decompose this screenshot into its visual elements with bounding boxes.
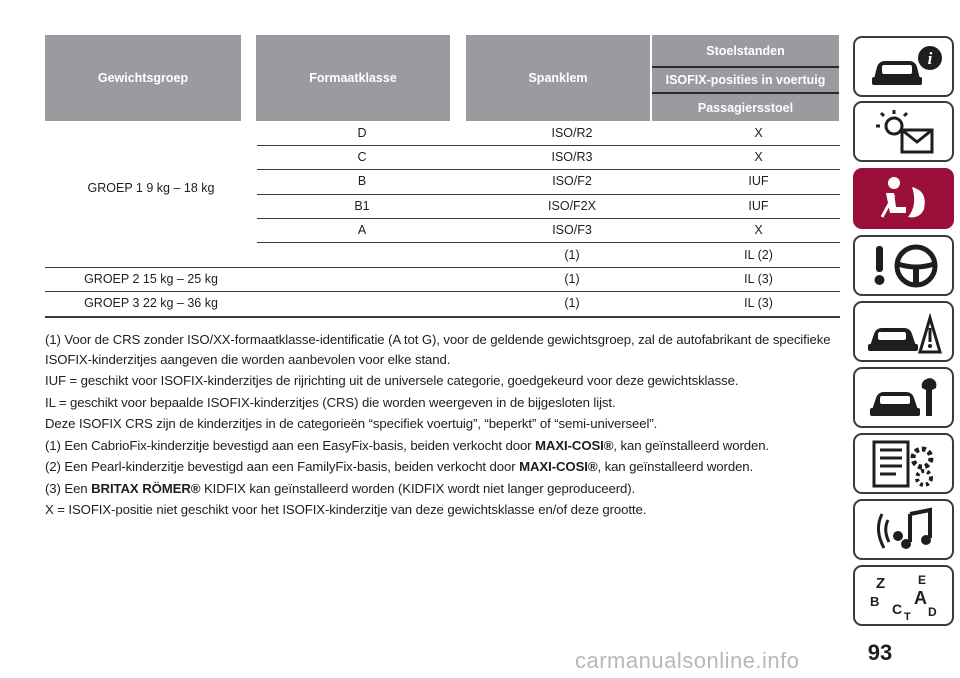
size-class-cell — [257, 243, 467, 267]
bracket-cell: ISO/R2 — [551, 126, 593, 140]
bracket-cell: ISO/R3 — [551, 150, 593, 164]
tab-starting-driving[interactable] — [853, 235, 954, 296]
note-kidfix: (3) Een BRITAX RÖMER® KIDFIX kan geïnstalleerd worden (KIDFIX wordt niet langer geproduceerd). — [45, 480, 636, 496]
bracket-cell: (1) — [564, 248, 580, 262]
size-class-cell: C — [357, 150, 367, 164]
page-number: 93 — [867, 640, 893, 665]
dashboard-warning-icon — [864, 106, 944, 158]
maintenance-icon — [864, 372, 944, 424]
group-1-label: GROEP 1 9 kg – 18 kg — [87, 181, 215, 195]
note-crs-categories: Deze ISOFIX CRS zijn de kinderzitjes in de categorieën “specifiek voertuig”, “beperkt” of “semi-universeel”. — [45, 416, 658, 431]
bracket-cell: (1) — [564, 296, 580, 310]
note-cabriofix: (1) Een CabrioFix-kinderzitje bevestigd aan een EasyFix-basis, beiden verkocht door MAXI-COSI®, kan geïnstalleerd worden. — [45, 437, 770, 453]
tab-safety[interactable] — [853, 168, 954, 229]
tab-technical-data[interactable] — [853, 433, 954, 494]
header-size-class: Formaatklasse — [256, 35, 450, 121]
seat-safety-icon — [864, 173, 944, 225]
tab-multimedia[interactable] — [853, 499, 954, 560]
size-class-cell: B1 — [354, 199, 370, 213]
tab-car-info[interactable] — [853, 36, 954, 97]
car-info-icon — [864, 41, 944, 93]
note-x: X = ISOFIX-positie niet geschikt voor het ISOFIX-kinderzitje van deze gewichtsklasse en/of deze grootte. — [45, 502, 647, 517]
value-cell: X — [754, 126, 763, 140]
table-row — [45, 267, 840, 291]
index-letter: Z — [875, 574, 885, 592]
brand-britax-romer: BRITAX RÖMER® — [91, 480, 201, 496]
size-class-cell — [257, 267, 467, 291]
index-icon — [864, 570, 944, 622]
header-rule-1 — [652, 66, 839, 68]
steering-wheel-icon — [864, 240, 944, 292]
multimedia-icon — [864, 504, 944, 556]
brand-maxi-cosi: MAXI-COSI® — [519, 459, 598, 474]
index-letter: C — [891, 600, 902, 617]
table-row — [45, 218, 840, 242]
note-iuf: IUF = geschikt voor ISOFIX-kinderzitjes de rijrichting uit de universele categorie, goedgekeurd voor deze gewichtsklasse. — [45, 373, 739, 388]
group-cell: GROEP 2 15 kg – 25 kg — [84, 272, 218, 286]
header-seating-positions: Stoelstanden — [652, 35, 839, 66]
tab-emergency[interactable] — [853, 301, 954, 362]
value-cell: IUF — [748, 174, 769, 188]
technical-data-icon — [864, 438, 944, 490]
bracket-cell: ISO/F2X — [548, 199, 596, 213]
header-rule-2 — [652, 92, 839, 94]
value-cell: X — [754, 223, 763, 237]
tab-dashboard-warnings[interactable] — [853, 101, 954, 162]
table-row — [45, 145, 840, 169]
note-pearl: (2) Een Pearl-kinderzitje bevestigd aan een FamilyFix-basis, beiden verkocht door MAXI-COSI®, kan geïnstalleerd worden. — [45, 459, 754, 474]
size-class-cell: B — [357, 174, 367, 188]
table-row — [45, 121, 840, 145]
value-cell: IL (3) — [744, 296, 773, 310]
header-isofix-positions: ISOFIX-posities in voertuig — [652, 68, 839, 92]
emergency-icon — [864, 306, 944, 358]
table-row — [45, 291, 840, 315]
value-cell: IL (3) — [744, 272, 773, 286]
bracket-cell: (1) — [564, 272, 580, 286]
index-letter: E — [917, 572, 926, 587]
note-1: (1) Voor de CRS zonder ISO/XX-formaatklasse-identificatie (A tot G), voor de geldende gewichtsgroep, zal de autofabrikant de specifieke ISOFIX-kinderzitjes aangeven die worden aanbevolen voor elke stand. — [45, 332, 831, 367]
bracket-cell: ISO/F2 — [552, 174, 592, 188]
brand-maxi-cosi: MAXI-COSI® — [535, 437, 614, 453]
index-letter: A — [913, 587, 927, 608]
size-class-cell — [257, 291, 467, 315]
value-cell: IUF — [748, 199, 769, 213]
value-cell: X — [754, 150, 763, 164]
table-row — [45, 194, 840, 218]
tab-index[interactable] — [853, 565, 954, 626]
index-letter: B — [869, 593, 879, 609]
value-cell: IL (2) — [744, 248, 773, 262]
size-class-cell: D — [357, 126, 367, 140]
watermark: carmanualsonline.info — [575, 648, 800, 673]
header-passenger-seat: Passagiersstoel — [652, 94, 839, 121]
svg-text:i: i — [927, 48, 932, 68]
tab-maintenance[interactable] — [853, 367, 954, 428]
size-class-cell: A — [357, 223, 367, 237]
header-bracket: Spanklem — [466, 35, 650, 121]
header-weight-group: Gewichtsgroep — [45, 35, 241, 121]
index-letter: D — [927, 604, 937, 619]
bracket-cell: ISO/F3 — [552, 223, 592, 237]
table-bottom-rule — [45, 316, 840, 318]
table-row — [45, 169, 840, 193]
table-row — [45, 243, 840, 267]
index-letter: T — [903, 610, 911, 622]
footnotes — [45, 330, 840, 522]
note-il: IL = geschikt voor bepaalde ISOFIX-kinderzitjes (CRS) die worden weergeven in de bijgesloten lijst. — [45, 394, 616, 410]
group-cell: GROEP 3 22 kg – 36 kg — [84, 296, 218, 310]
